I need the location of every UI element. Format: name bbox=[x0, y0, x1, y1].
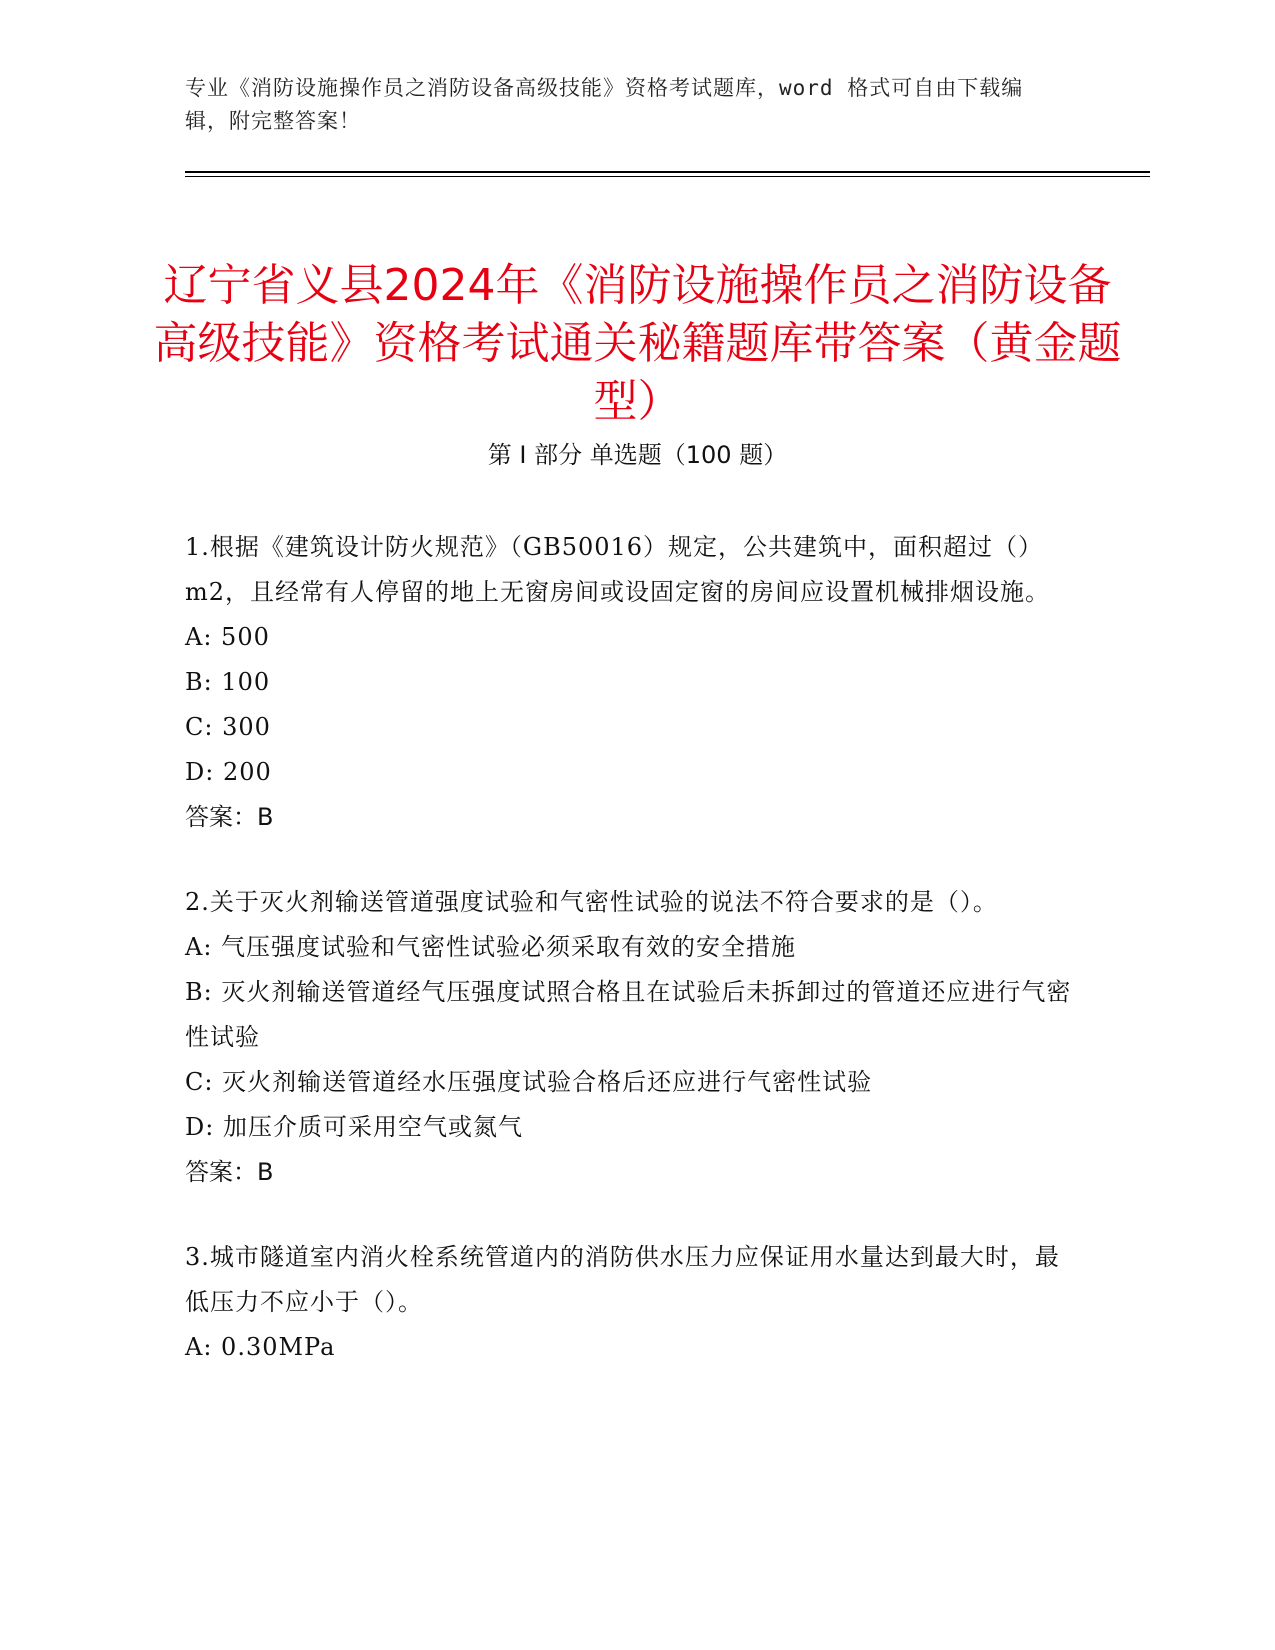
header-divider bbox=[185, 171, 1150, 173]
question-stem: 3.城市隧道室内消火栓系统管道内的消防供水压力应保证用水量达到最大时，最低压力不应小于（）。 bbox=[185, 1243, 1060, 1316]
question-list bbox=[185, 525, 1075, 1410]
answer: 答案：B bbox=[185, 803, 274, 831]
option-b: B: 100 bbox=[185, 668, 271, 696]
option-c: C: 300 bbox=[185, 713, 271, 741]
option-c: C: 灭火剂输送管道经水压强度试验合格后还应进行气密性试验 bbox=[185, 1068, 873, 1096]
question-stem: 2.关于灭火剂输送管道强度试验和气密性试验的说法不符合要求的是（）。 bbox=[185, 888, 998, 916]
header-divider-thin bbox=[185, 176, 1150, 177]
question-3 bbox=[185, 1235, 1075, 1370]
option-a: A: 气压强度试验和气密性试验必须采取有效的安全措施 bbox=[185, 933, 797, 961]
answer: 答案：B bbox=[185, 1158, 274, 1186]
option-d: D: 加压介质可采用空气或氮气 bbox=[185, 1113, 523, 1141]
option-a: A: 0.30MPa bbox=[185, 1333, 336, 1361]
option-a: A: 500 bbox=[185, 623, 270, 651]
question-stem: 1.根据《建筑设计防火规范》（GB50016）规定，公共建筑中，面积超过（）m2，且经常有人停留的地上无窗房间或设固定窗的房间应设置机械排烟设施。 bbox=[185, 533, 1051, 606]
header-note: 专业《消防设施操作员之消防设备高级技能》资格考试题库，word 格式可自由下载编辑，附完整答案！ bbox=[185, 76, 1024, 133]
option-d: D: 200 bbox=[185, 758, 272, 786]
option-b: B: 灭火剂输送管道经气压强度试照合格且在试验后未拆卸过的管道还应进行气密性试验 bbox=[185, 978, 1072, 1051]
question-2 bbox=[185, 880, 1075, 1195]
question-1 bbox=[185, 525, 1075, 840]
section-heading: 第 I 部分 单选题（100 题） bbox=[487, 441, 788, 469]
page-title: 辽宁省义县2024年《消防设施操作员之消防设备高级技能》资格考试通关秘籍题库带答案（黄金题型） bbox=[153, 260, 1122, 428]
